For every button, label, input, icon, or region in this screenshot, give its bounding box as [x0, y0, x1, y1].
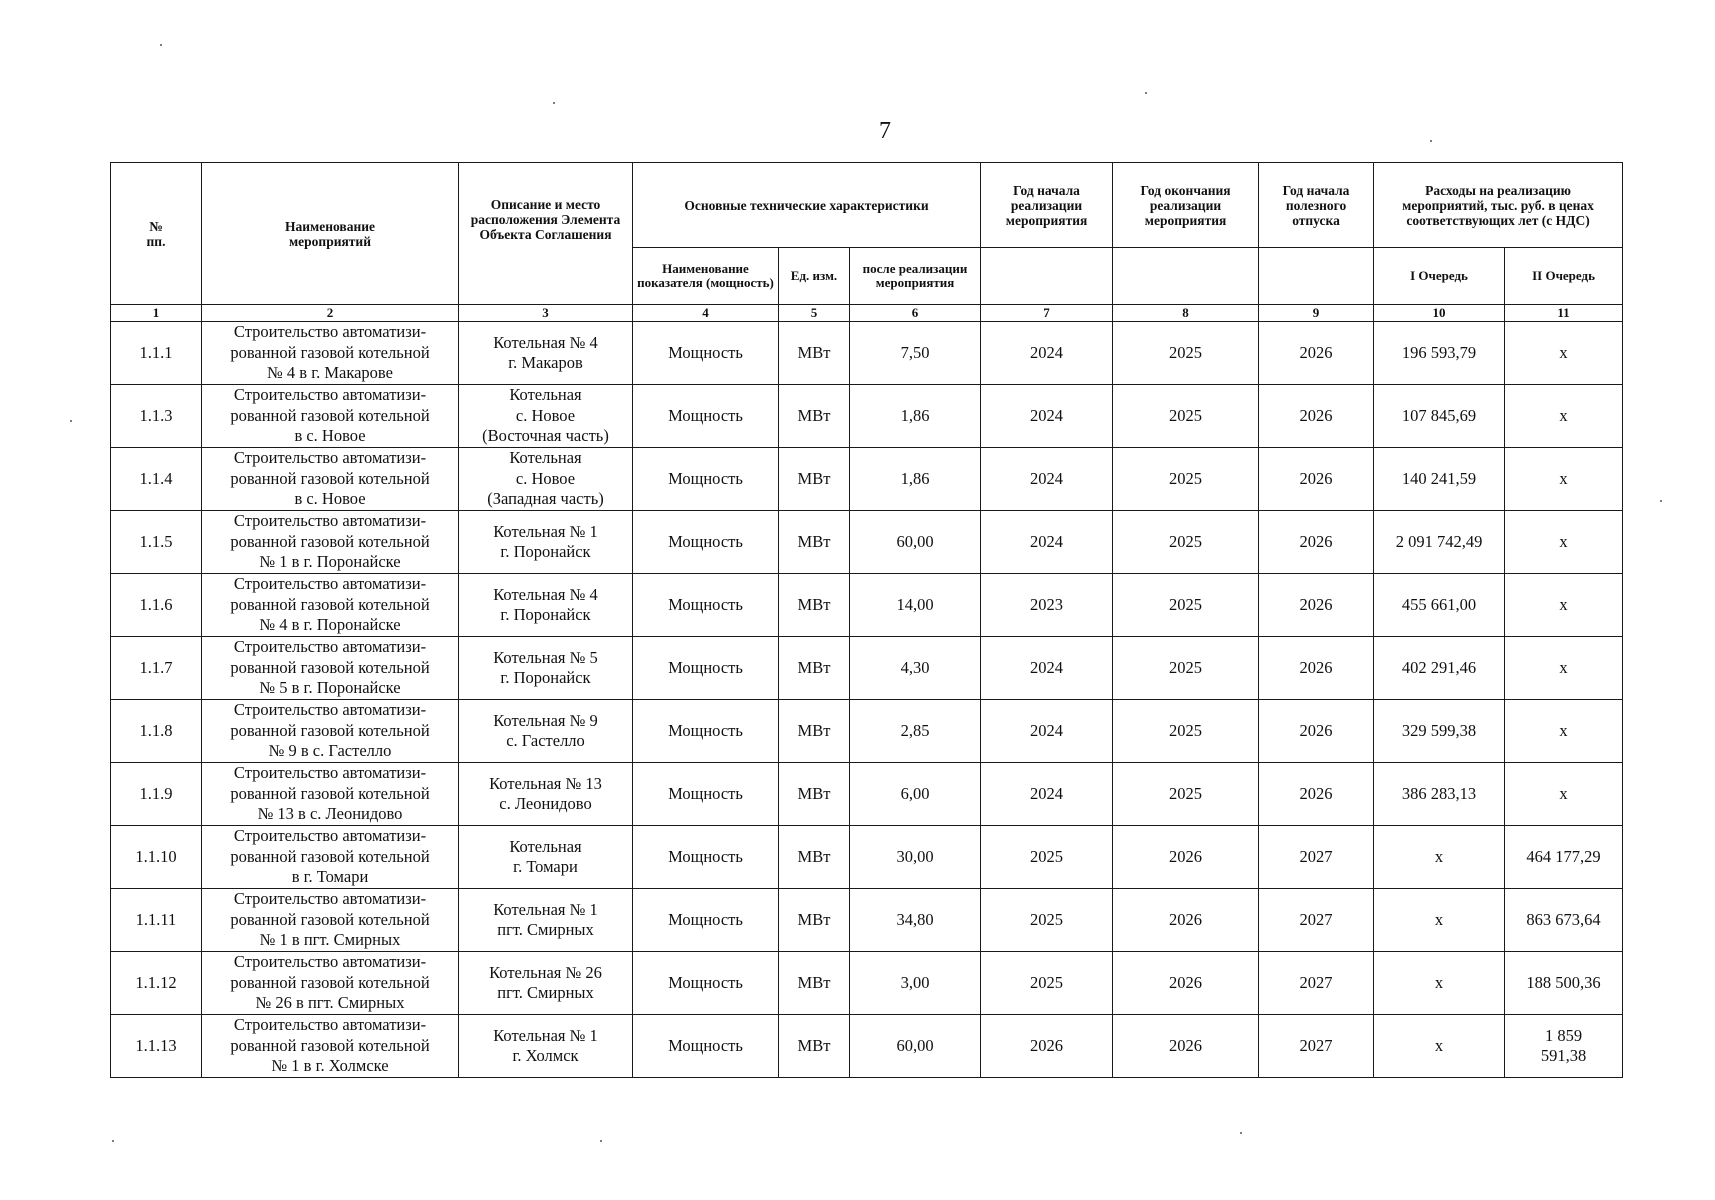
unit: МВт — [779, 322, 850, 385]
measure-name: Строительство автоматизи- рованной газовой котельной № 4 в г. Поронайске — [202, 574, 459, 637]
year-start: 2024 — [981, 763, 1113, 826]
scan-speck — [553, 102, 555, 104]
year-start: 2026 — [981, 1015, 1113, 1078]
unit: МВт — [779, 574, 850, 637]
stage2-expense: 1 859 591,38 — [1505, 1015, 1623, 1078]
stage1-expense: 196 593,79 — [1374, 322, 1505, 385]
capacity-value: 14,00 — [850, 574, 981, 637]
column-number: 1 — [111, 305, 202, 322]
element-location: Котельная № 1 г. Поронайск — [459, 511, 633, 574]
element-location: Котельная с. Новое (Восточная часть) — [459, 385, 633, 448]
capacity-value: 34,80 — [850, 889, 981, 952]
scan-speck — [160, 44, 162, 46]
indicator-name: Мощность — [633, 889, 779, 952]
measure-name: Строительство автоматизи- рованной газовой котельной № 26 в пгт. Смирных — [202, 952, 459, 1015]
scan-speck — [1240, 1132, 1242, 1134]
column-number: 9 — [1259, 305, 1374, 322]
row-number: 1.1.9 — [111, 763, 202, 826]
element-location: Котельная № 1 пгт. Смирных — [459, 889, 633, 952]
stage1-expense: 455 661,00 — [1374, 574, 1505, 637]
year-start: 2024 — [981, 637, 1113, 700]
measure-name: Строительство автоматизи- рованной газовой котельной № 4 в г. Макарове — [202, 322, 459, 385]
stage1-expense: 386 283,13 — [1374, 763, 1505, 826]
table-row — [111, 322, 1623, 385]
year-release: 2026 — [1259, 763, 1374, 826]
year-release: 2026 — [1259, 448, 1374, 511]
table-row — [111, 637, 1623, 700]
scan-speck — [600, 1140, 602, 1142]
stage2-expense: 863 673,64 — [1505, 889, 1623, 952]
table-header — [111, 163, 1623, 322]
table-row — [111, 952, 1623, 1015]
capacity-value: 3,00 — [850, 952, 981, 1015]
year-start: 2025 — [981, 889, 1113, 952]
unit: МВт — [779, 826, 850, 889]
stage2-expense: х — [1505, 448, 1623, 511]
year-start: 2024 — [981, 322, 1113, 385]
row-number: 1.1.10 — [111, 826, 202, 889]
table-row — [111, 448, 1623, 511]
row-number: 1.1.8 — [111, 700, 202, 763]
year-end: 2025 — [1113, 700, 1259, 763]
measure-name: Строительство автоматизи- рованной газовой котельной в г. Томари — [202, 826, 459, 889]
element-location: Котельная № 9 с. Гастелло — [459, 700, 633, 763]
table-row — [111, 574, 1623, 637]
year-start: 2023 — [981, 574, 1113, 637]
stage1-expense: 402 291,46 — [1374, 637, 1505, 700]
year-end: 2025 — [1113, 448, 1259, 511]
year-release: 2026 — [1259, 511, 1374, 574]
unit: МВт — [779, 763, 850, 826]
element-location: Котельная г. Томари — [459, 826, 633, 889]
column-number-row — [111, 305, 1623, 322]
stage2-expense: х — [1505, 763, 1623, 826]
stage1-expense: 329 599,38 — [1374, 700, 1505, 763]
indicator-name: Мощность — [633, 700, 779, 763]
measure-name: Строительство автоматизи- рованной газовой котельной № 5 в г. Поронайске — [202, 637, 459, 700]
stage1-expense: 107 845,69 — [1374, 385, 1505, 448]
element-location: Котельная № 1 г. Холмск — [459, 1015, 633, 1078]
measure-name: Строительство автоматизи- рованной газовой котельной № 1 в пгт. Смирных — [202, 889, 459, 952]
column-number: 3 — [459, 305, 633, 322]
stage2-expense: х — [1505, 637, 1623, 700]
table-row — [111, 1015, 1623, 1078]
table-row — [111, 511, 1623, 574]
stage2-expense: х — [1505, 511, 1623, 574]
year-start: 2024 — [981, 448, 1113, 511]
column-number: 7 — [981, 305, 1113, 322]
stage2-expense: 464 177,29 — [1505, 826, 1623, 889]
measure-name: Строительство автоматизи- рованной газовой котельной № 13 в с. Леонидово — [202, 763, 459, 826]
capacity-value: 7,50 — [850, 322, 981, 385]
indicator-name: Мощность — [633, 511, 779, 574]
unit: МВт — [779, 511, 850, 574]
column-number: 2 — [202, 305, 459, 322]
table-row — [111, 385, 1623, 448]
header-location: Описание и место расположения Элемента Объекта Соглашения — [459, 163, 633, 305]
header-year-end-blank — [1113, 248, 1259, 305]
stage2-expense: х — [1505, 574, 1623, 637]
header-tech-indicator: Наименование показателя (мощность) — [633, 248, 779, 305]
year-release: 2026 — [1259, 322, 1374, 385]
year-release: 2026 — [1259, 637, 1374, 700]
header-tech: Основные технические характеристики — [633, 163, 981, 248]
element-location: Котельная № 13 с. Леонидово — [459, 763, 633, 826]
measure-name: Строительство автоматизи- рованной газовой котельной в с. Новое — [202, 448, 459, 511]
scan-speck — [112, 1140, 114, 1142]
indicator-name: Мощность — [633, 448, 779, 511]
stage1-expense: х — [1374, 826, 1505, 889]
measures-table — [110, 162, 1623, 1078]
year-end: 2025 — [1113, 763, 1259, 826]
year-release: 2026 — [1259, 700, 1374, 763]
header-name: Наименование мероприятий — [202, 163, 459, 305]
header-num: № пп. — [111, 163, 202, 305]
table-row — [111, 700, 1623, 763]
row-number: 1.1.11 — [111, 889, 202, 952]
stage2-expense: 188 500,36 — [1505, 952, 1623, 1015]
scan-speck — [70, 420, 72, 422]
indicator-name: Мощность — [633, 1015, 779, 1078]
year-end: 2025 — [1113, 637, 1259, 700]
row-number: 1.1.12 — [111, 952, 202, 1015]
year-end: 2025 — [1113, 511, 1259, 574]
row-number: 1.1.4 — [111, 448, 202, 511]
table-body — [111, 322, 1623, 1078]
indicator-name: Мощность — [633, 763, 779, 826]
stage1-expense: х — [1374, 952, 1505, 1015]
page-number: 7 — [879, 118, 891, 144]
year-end: 2025 — [1113, 385, 1259, 448]
measure-name: Строительство автоматизи- рованной газовой котельной № 1 в г. Поронайске — [202, 511, 459, 574]
table-row — [111, 826, 1623, 889]
capacity-value: 6,00 — [850, 763, 981, 826]
header-stage1: I Очередь — [1374, 248, 1505, 305]
header-year-end: Год окончания реализации мероприятия — [1113, 163, 1259, 248]
indicator-name: Мощность — [633, 952, 779, 1015]
stage1-expense: 140 241,59 — [1374, 448, 1505, 511]
unit: МВт — [779, 385, 850, 448]
column-number: 6 — [850, 305, 981, 322]
unit: МВт — [779, 448, 850, 511]
header-tech-unit: Ед. изм. — [779, 248, 850, 305]
unit: МВт — [779, 700, 850, 763]
row-number: 1.1.13 — [111, 1015, 202, 1078]
year-start: 2024 — [981, 511, 1113, 574]
year-end: 2026 — [1113, 889, 1259, 952]
header-year-start: Год начала реализации мероприятия — [981, 163, 1113, 248]
year-release: 2027 — [1259, 952, 1374, 1015]
scan-speck — [1660, 500, 1662, 502]
unit: МВт — [779, 952, 850, 1015]
indicator-name: Мощность — [633, 385, 779, 448]
unit: МВт — [779, 889, 850, 952]
year-start: 2025 — [981, 826, 1113, 889]
year-release: 2027 — [1259, 889, 1374, 952]
row-number: 1.1.3 — [111, 385, 202, 448]
capacity-value: 1,86 — [850, 448, 981, 511]
table-row — [111, 889, 1623, 952]
indicator-name: Мощность — [633, 826, 779, 889]
capacity-value: 4,30 — [850, 637, 981, 700]
header-stage2: II Очередь — [1505, 248, 1623, 305]
column-number: 10 — [1374, 305, 1505, 322]
header-year-release: Год начала полезного отпуска — [1259, 163, 1374, 248]
year-end: 2025 — [1113, 574, 1259, 637]
element-location: Котельная № 5 г. Поронайск — [459, 637, 633, 700]
indicator-name: Мощность — [633, 322, 779, 385]
measure-name: Строительство автоматизи- рованной газовой котельной № 1 в г. Холмске — [202, 1015, 459, 1078]
unit: МВт — [779, 637, 850, 700]
indicator-name: Мощность — [633, 574, 779, 637]
unit: МВт — [779, 1015, 850, 1078]
column-number: 11 — [1505, 305, 1623, 322]
row-number: 1.1.5 — [111, 511, 202, 574]
indicator-name: Мощность — [633, 637, 779, 700]
element-location: Котельная № 4 г. Макаров — [459, 322, 633, 385]
element-location: Котельная с. Новое (Западная часть) — [459, 448, 633, 511]
year-end: 2026 — [1113, 952, 1259, 1015]
year-start: 2024 — [981, 700, 1113, 763]
scan-speck — [1430, 140, 1432, 142]
year-release: 2026 — [1259, 574, 1374, 637]
header-year-start-blank — [981, 248, 1113, 305]
capacity-value: 30,00 — [850, 826, 981, 889]
year-start: 2024 — [981, 385, 1113, 448]
row-number: 1.1.6 — [111, 574, 202, 637]
stage2-expense: х — [1505, 700, 1623, 763]
stage1-expense: х — [1374, 1015, 1505, 1078]
year-end: 2026 — [1113, 1015, 1259, 1078]
row-number: 1.1.7 — [111, 637, 202, 700]
measure-name: Строительство автоматизи- рованной газовой котельной № 9 в с. Гастелло — [202, 700, 459, 763]
header-year-release-blank — [1259, 248, 1374, 305]
stage2-expense: х — [1505, 322, 1623, 385]
measure-name: Строительство автоматизи- рованной газовой котельной в с. Новое — [202, 385, 459, 448]
year-release: 2027 — [1259, 1015, 1374, 1078]
capacity-value: 60,00 — [850, 511, 981, 574]
stage2-expense: х — [1505, 385, 1623, 448]
stage1-expense: 2 091 742,49 — [1374, 511, 1505, 574]
table-row — [111, 763, 1623, 826]
stage1-expense: х — [1374, 889, 1505, 952]
row-number: 1.1.1 — [111, 322, 202, 385]
capacity-value: 60,00 — [850, 1015, 981, 1078]
scan-speck — [1145, 92, 1147, 94]
year-end: 2026 — [1113, 826, 1259, 889]
capacity-value: 1,86 — [850, 385, 981, 448]
year-start: 2025 — [981, 952, 1113, 1015]
header-expenses: Расходы на реализацию мероприятий, тыс. руб. в ценах соответствующих лет (с НДС) — [1374, 163, 1623, 248]
column-number: 5 — [779, 305, 850, 322]
capacity-value: 2,85 — [850, 700, 981, 763]
year-release: 2027 — [1259, 826, 1374, 889]
column-number: 4 — [633, 305, 779, 322]
year-release: 2026 — [1259, 385, 1374, 448]
column-number: 8 — [1113, 305, 1259, 322]
year-end: 2025 — [1113, 322, 1259, 385]
header-tech-after: после реализации мероприятия — [850, 248, 981, 305]
element-location: Котельная № 4 г. Поронайск — [459, 574, 633, 637]
element-location: Котельная № 26 пгт. Смирных — [459, 952, 633, 1015]
